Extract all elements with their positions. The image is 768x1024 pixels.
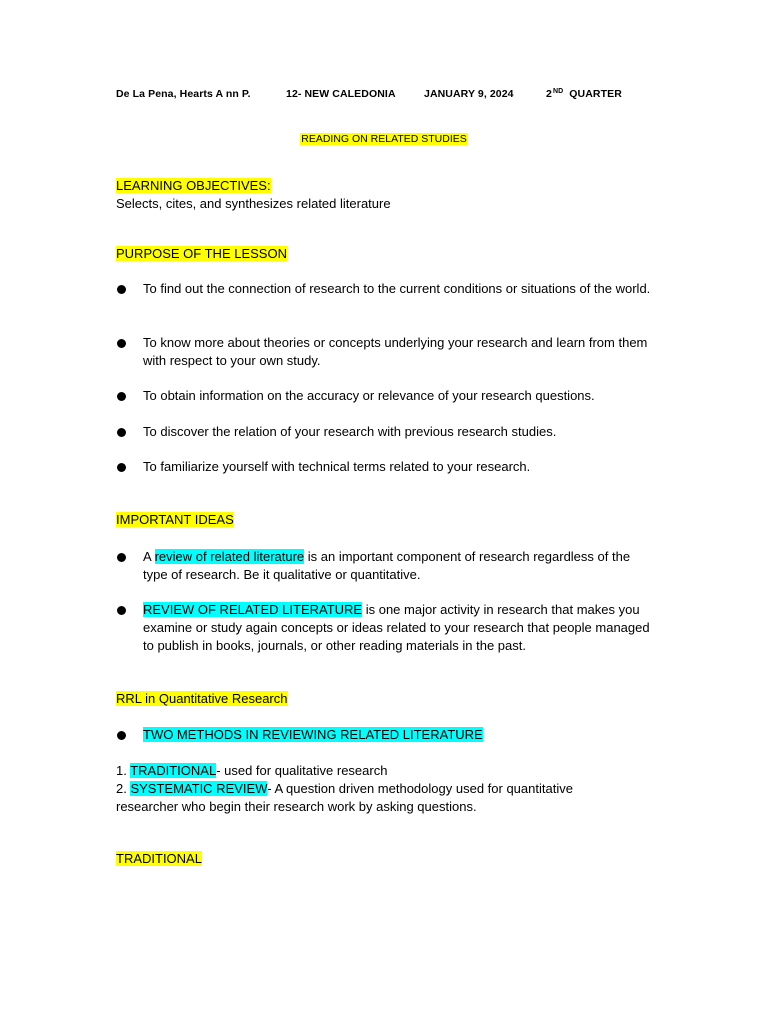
method-term: SYSTEMATIC REVIEW [130, 781, 268, 796]
student-section: 12- NEW CALEDONIA [286, 88, 396, 100]
bullet-icon [117, 553, 126, 562]
bullet-icon [117, 392, 126, 401]
bullet-icon [117, 285, 126, 294]
document-title [0, 133, 768, 145]
purpose-heading: PURPOSE OF THE LESSON [116, 246, 287, 261]
list-item [116, 548, 656, 584]
idea-2-text [143, 601, 656, 655]
idea-1-text [143, 548, 656, 584]
list-item [116, 334, 656, 370]
bullet-icon [117, 606, 126, 615]
list-item [116, 601, 656, 655]
list-item [116, 458, 656, 476]
rrl-heading: RRL in Quantitative Research [116, 691, 288, 706]
purpose-item-text: To know more about theories or concepts underlying your research and learn from them with respect to your own study. [143, 335, 648, 368]
method-item [116, 780, 636, 816]
quarter-label [546, 88, 622, 100]
two-methods-heading: TWO METHODS IN REVIEWING RELATED LITERATURE [143, 727, 483, 742]
method-item [116, 762, 636, 780]
learning-objectives-section [116, 177, 391, 213]
bullet-icon [117, 428, 126, 437]
document-title-text: READING ON RELATED STUDIES [301, 133, 467, 145]
important-ideas-heading: IMPORTANT IDEAS [116, 512, 234, 527]
methods-list [116, 762, 636, 816]
idea-1-rest: is an important component of research regardless of the type of research. Be it qualitative or quantitative. [143, 549, 631, 582]
method-number: 1. [116, 763, 131, 778]
list-item [116, 280, 656, 298]
learning-objectives-heading: LEARNING OBJECTIVES: [116, 178, 271, 193]
purpose-item-text: To discover the relation of your research with previous research studies. [143, 424, 557, 439]
method-description: - used for qualitative research [216, 763, 388, 778]
purpose-heading-block [116, 245, 287, 263]
bullet-icon [117, 339, 126, 348]
traditional-heading-block [116, 850, 202, 868]
quarter-suffix: ND [552, 88, 564, 95]
method-number: 2. [116, 781, 131, 796]
rrl-heading-block [116, 690, 288, 708]
idea-2-highlight: REVIEW OF RELATED LITERATURE [143, 602, 363, 617]
method-description: - A question driven methodology used for quantitative researcher who begin their research work by asking questions. [116, 781, 573, 814]
purpose-item-text: To obtain information on the accuracy or relevance of your research questions. [143, 388, 595, 403]
list-item [116, 726, 656, 744]
student-name: De La Pena, Hearts A nn P. [116, 88, 251, 100]
list-item [116, 423, 656, 441]
purpose-item-text: To find out the connection of research to the current conditions or situations of the world. [143, 281, 651, 296]
idea-1-highlight: review of related literature [154, 549, 305, 564]
idea-1-prefix: A [143, 549, 155, 564]
idea-2-rest: is one major activity in research that makes you examine or study again concepts or ideas related to your research that people managed to publish in books, journals, or other reading materials in the past. [143, 602, 650, 653]
bullet-icon [117, 731, 126, 740]
quarter-word: QUARTER [569, 88, 622, 100]
rrl-bullet-text [143, 726, 656, 744]
learning-objectives-text: Selects, cites, and synthesizes related literature [116, 196, 391, 211]
important-ideas-heading-block [116, 511, 234, 529]
bullet-icon [117, 463, 126, 472]
list-item [116, 387, 656, 405]
purpose-item-text: To familiarize yourself with technical terms related to your research. [143, 459, 531, 474]
quarter-number: 2 [546, 88, 552, 100]
document-date: JANUARY 9, 2024 [424, 88, 514, 100]
traditional-heading: TRADITIONAL [116, 851, 202, 866]
method-term: TRADITIONAL [130, 763, 217, 778]
